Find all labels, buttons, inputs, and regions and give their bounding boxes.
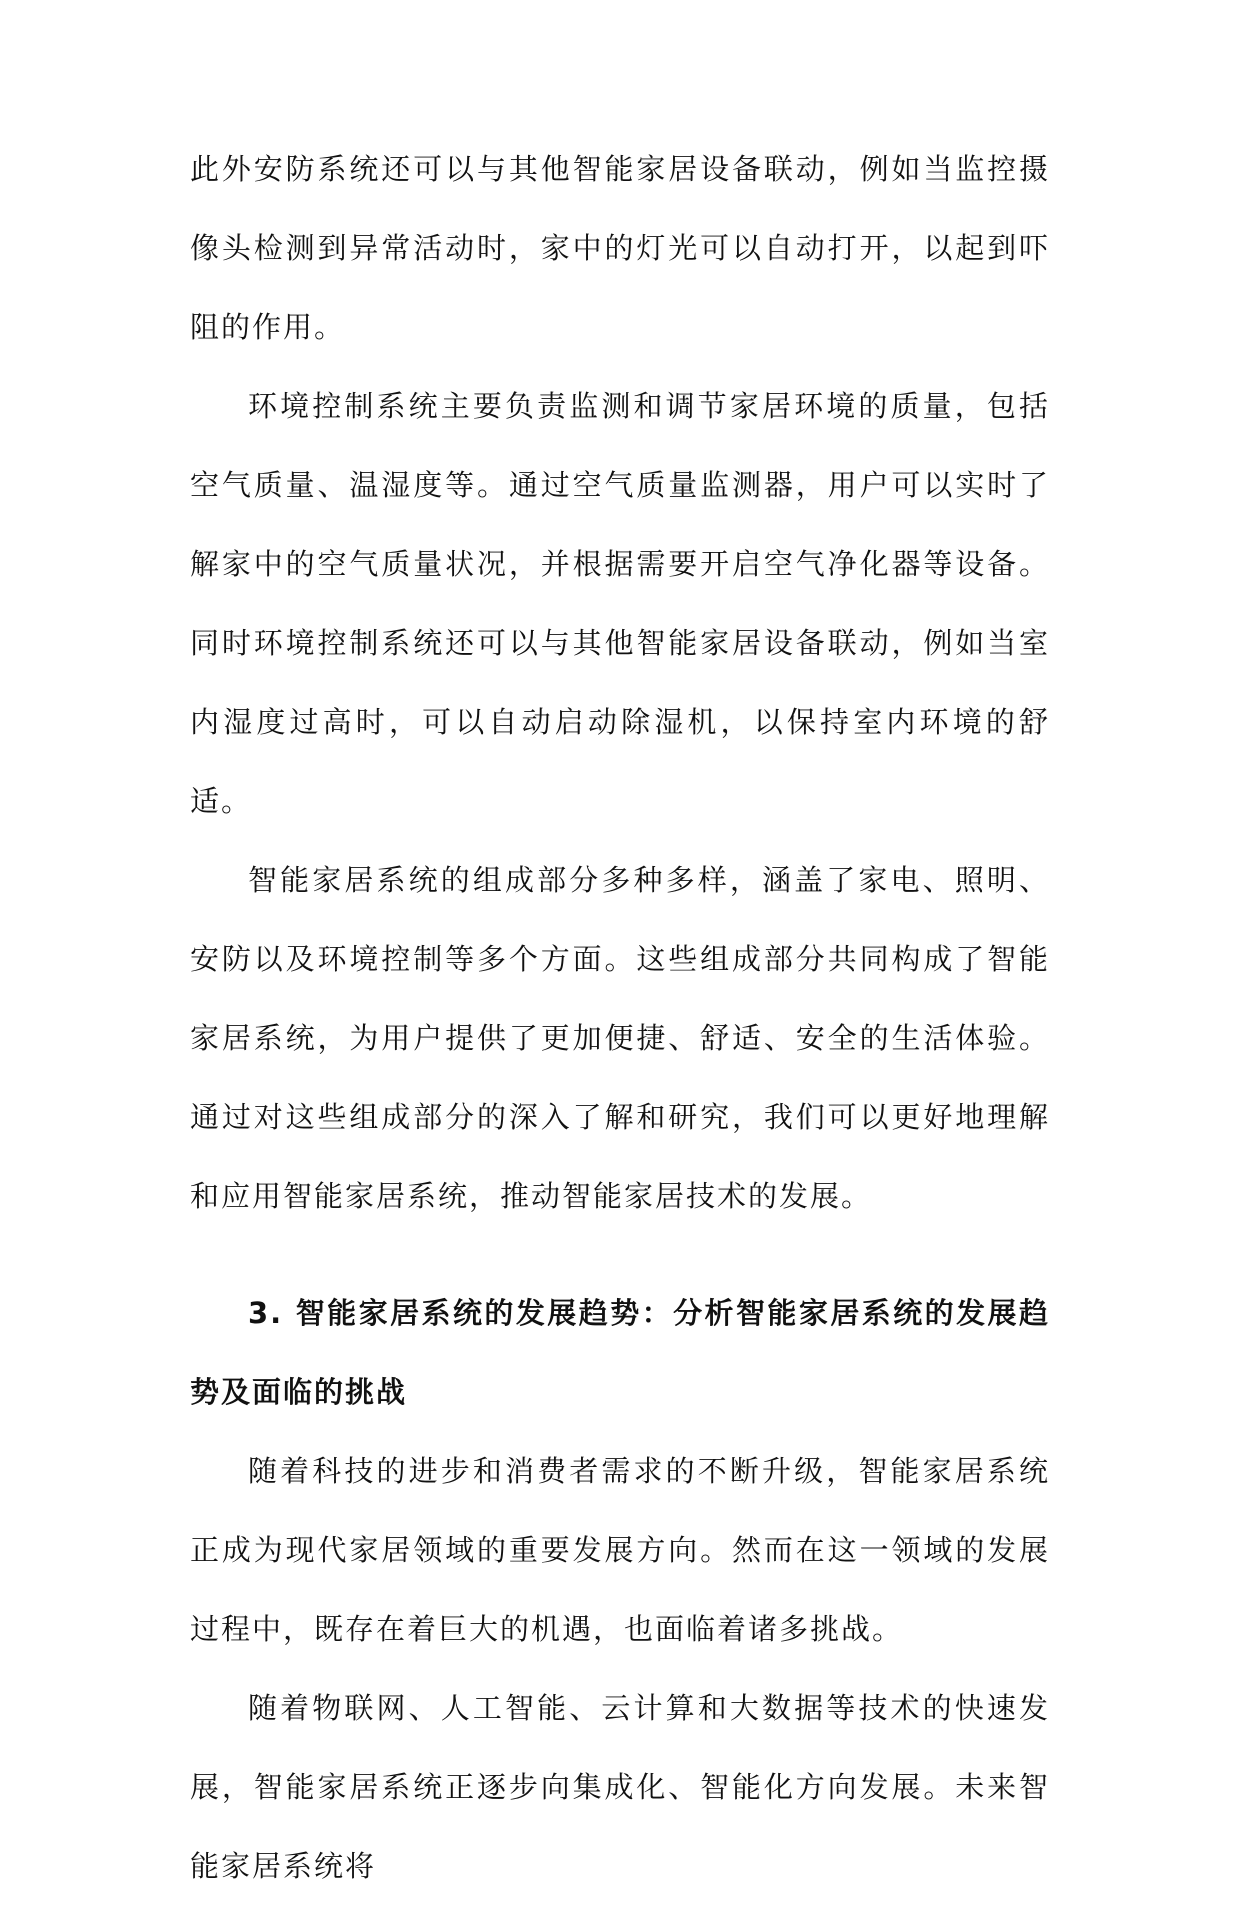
paragraph-technology-trend: 随着物联网、人工智能、云计算和大数据等技术的快速发展，智能家居系统正逐步向集成化、智能化方向发展。未来智能家居系统将 <box>190 1691 1050 1883</box>
paragraph-development-intro: 随着科技的进步和消费者需求的不断升级，智能家居系统正成为现代家居领域的重要发展方向。然而在这一领域的发展过程中，既存在着巨大的机遇，也面临着诸多挑战。 <box>190 1454 1050 1646</box>
document-page <box>190 130 1050 1906</box>
section-heading: 3. 智能家居系统的发展趋势：分析智能家居系统的发展趋势及面临的挑战 <box>190 1296 1050 1409</box>
paragraph-security-linkage: 此外安防系统还可以与其他智能家居设备联动，例如当监控摄像头检测到异常活动时，家中的灯光可以自动打开，以起到吓阻的作用。 <box>190 152 1050 344</box>
paragraph-environment-control: 环境控制系统主要负责监测和调节家居环境的质量，包括空气质量、温湿度等。通过空气质量监测器，用户可以实时了解家中的空气质量状况，并根据需要开启空气净化器等设备。同时环境控制系统还可以与其他智能家居设备联动，例如当室内湿度过高时，可以自动启动除湿机，以保持室内环境的舒适。 <box>190 389 1050 818</box>
paragraph-components-summary: 智能家居系统的组成部分多种多样，涵盖了家电、照明、安防以及环境控制等多个方面。这些组成部分共同构成了智能家居系统，为用户提供了更加便捷、舒适、安全的生活体验。通过对这些组成部分的深入了解和研究，我们可以更好地理解和应用智能家居系统，推动智能家居技术的发展。 <box>190 863 1050 1213</box>
